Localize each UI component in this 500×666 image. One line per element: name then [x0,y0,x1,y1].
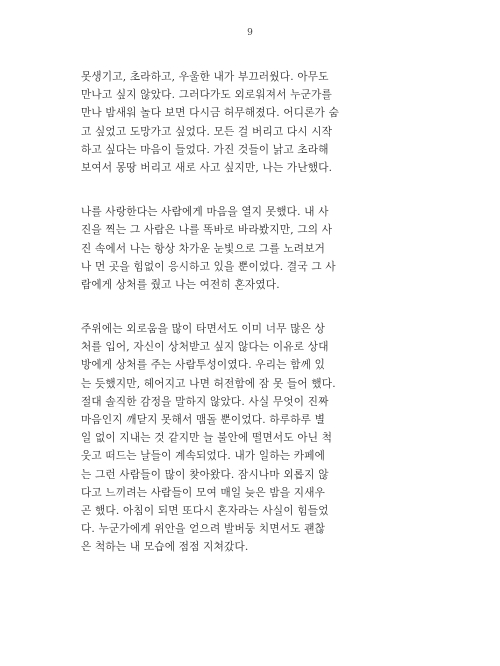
text-line: 나를 사랑한다는 사람에게 마음을 열지 못했다. 내 사 [81,206,329,219]
text-line: 방에게 상처를 주는 사람투성이였다. 우리는 함께 있 [81,359,326,372]
text-line: 다. 누군가에게 위안을 얻으려 발버둥 치면서도 괜찮 [81,523,326,536]
text-line: 나 먼 곳을 힘없이 응시하고 있을 뿐이었다. 결국 그 사 [81,260,336,273]
text-line: 보여서 몽땅 버리고 새로 사고 싶지만, 나는 가난했다. [81,161,333,174]
body-text [81,68,429,583]
text-line: 진 속에서 나는 항상 차가운 눈빛으로 그를 노려보거 [81,242,326,255]
text-line: 마음인지 깨닫지 못해서 맴돌 뿐이었다. 하루하루 별 [81,414,326,426]
text-line: 람에게 상처를 줬고 나는 여전히 혼자였다. [81,278,280,291]
text-line: 곤 했다. 아침이 되면 또다시 혼자라는 사실이 힘들었 [81,504,329,517]
text-line: 만나 밤새워 놀다 보면 다시금 허무해졌다. 어디론가 숨 [81,107,340,120]
paragraph-1 [81,68,429,177]
page-number: 9 [247,28,253,38]
text-line: 절대 솔직한 감정을 말하지 않았다. 사실 무엇이 진짜 [81,395,329,408]
text-line: 은 척하는 내 모습에 점점 지쳐갔다. [81,541,249,554]
text-line: 진을 찍는 그 사람은 나를 똑바로 바라봤지만, 그의 사 [81,224,333,237]
text-line: 만나고 싶지 않았다. 그러다가도 외로워져서 누군가를 [81,89,332,102]
text-line: 웃고 떠드는 날들이 계속되었다. 내가 일하는 카페에 [81,450,326,463]
text-line: 고 싶었고 도망가고 싶었다. 모든 걸 버리고 다시 시작 [81,125,333,138]
text-line: 처를 입어, 자신이 상처받고 싶지 않다는 이유로 상대 [81,341,329,354]
text-line: 다고 느끼려는 사람들이 모여 매일 늦은 밤을 지새우 [81,486,326,499]
text-line: 주위에는 외로움을 많이 타면서도 이미 너무 많은 상 [81,323,326,336]
text-line: 하고 싶다는 마음이 들었다. 가진 것들이 낡고 초라해 [81,143,329,156]
text-line: 는 그런 사람들이 많이 찾아왔다. 잠시나마 외롭지 않 [81,468,329,481]
paragraph-2 [81,203,429,294]
paragraph-3 [81,320,429,556]
text-line: 일 없이 지내는 것 같지만 늘 불안에 떨면서도 아닌 척 [81,432,333,445]
text-line: 는 듯했지만, 헤어지고 나면 허전함에 잠 못 들어 했다. [81,377,336,390]
text-line: 못생기고, 초라하고, 우울한 내가 부끄러웠다. 아무도 [81,71,329,83]
